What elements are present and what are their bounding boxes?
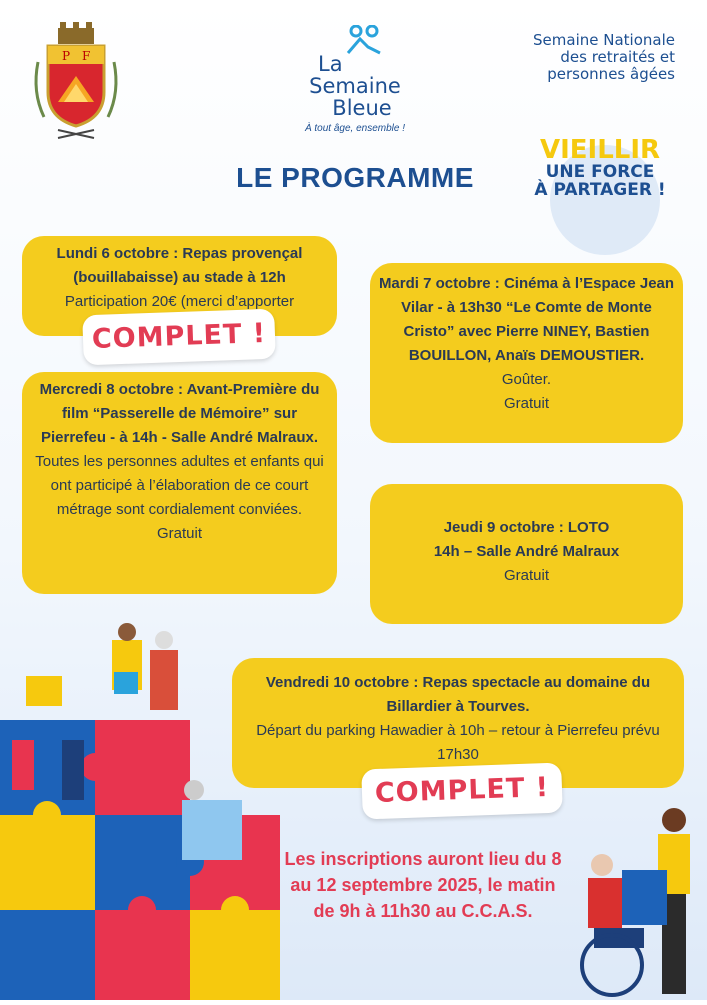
people-icon bbox=[290, 25, 420, 55]
slogan-line-2: UNE FORCE bbox=[545, 162, 655, 182]
slogan-badge bbox=[520, 135, 690, 235]
logo-line-bleue: Bleue bbox=[332, 96, 392, 120]
event-detail-mardi-2: Gratuit bbox=[503, 395, 549, 412]
slogan-lines bbox=[520, 163, 680, 199]
event-title-mardi: Mardi 7 octobre : Cinéma à l’Espace Jean Vilar - à 13h30 “Le Comte de Monte Cristo” avec Pierre NINEY, Bastien BOUILLON, Anaïs DEMOUSTIER. bbox=[378, 275, 675, 364]
snr-line-3: personnes âgées bbox=[547, 65, 675, 83]
snr-line-1: Semaine Nationale bbox=[533, 31, 675, 49]
logo-tagline: À tout âge, ensemble ! bbox=[304, 123, 406, 134]
crest-letter-p: P bbox=[62, 49, 71, 63]
crest-letter-f: F bbox=[82, 49, 91, 63]
complet-badge-vendredi: COMPLET ! bbox=[361, 763, 563, 820]
event-title-vendredi: Vendredi 10 octobre : Repas spectacle au domaine du Billardier à Tourves. bbox=[265, 674, 651, 715]
event-title-jeudi-2: 14h – Salle André Malraux bbox=[433, 543, 620, 560]
event-title-mercredi: Mercredi 8 octobre : Avant-Première du film “Passerelle de Mémoire” sur Pierrefeu - à 14h - Salle André Malraux. bbox=[39, 381, 320, 446]
logo-line-la: La bbox=[318, 52, 343, 76]
event-card-mardi bbox=[370, 263, 683, 443]
event-title-jeudi-1: Jeudi 9 octobre : LOTO bbox=[443, 519, 610, 536]
logo-line-semaine: Semaine bbox=[309, 74, 401, 98]
event-detail-jeudi: Gratuit bbox=[503, 567, 549, 584]
snr-line-2: des retraités et bbox=[560, 48, 675, 66]
complet-badge-lundi: COMPLET ! bbox=[82, 309, 276, 366]
slogan-line-1: VIEILLIR bbox=[539, 135, 661, 165]
event-detail-mercredi-1: Toutes les personnes adultes et enfants qui ont participé à l’élaboration de ce court métrage sont cordialement conviées. bbox=[35, 453, 324, 518]
event-title-lundi: Lundi 6 octobre : Repas provençal (bouillabaisse) au stade à 12h bbox=[56, 245, 303, 286]
town-crest-logo bbox=[30, 22, 122, 140]
event-card-mercredi bbox=[22, 372, 337, 594]
semaine-bleue-logo bbox=[290, 25, 420, 140]
slogan-line-3: À PARTAGER ! bbox=[534, 180, 666, 200]
page-title: LE PROGRAMME bbox=[236, 162, 474, 193]
event-detail-vendredi: Départ du parking Hawadier à 10h – retour à Pierrefeu prévu 17h30 bbox=[256, 722, 660, 763]
event-detail-mardi-1: Goûter. bbox=[501, 371, 552, 388]
semaine-nationale-text bbox=[475, 32, 675, 83]
event-card-jeudi bbox=[370, 484, 683, 624]
inscriptions-notice: Les inscriptions auront lieu du 8 au 12 septembre 2025, le matin de 9h à 11h30 au C.C.A.S. bbox=[284, 849, 562, 921]
event-detail-lundi: Participation 20€ (merci d’apporter bbox=[64, 293, 295, 310]
wheelchair-illustration bbox=[572, 800, 707, 1000]
event-detail-mercredi-2: Gratuit bbox=[156, 525, 202, 542]
